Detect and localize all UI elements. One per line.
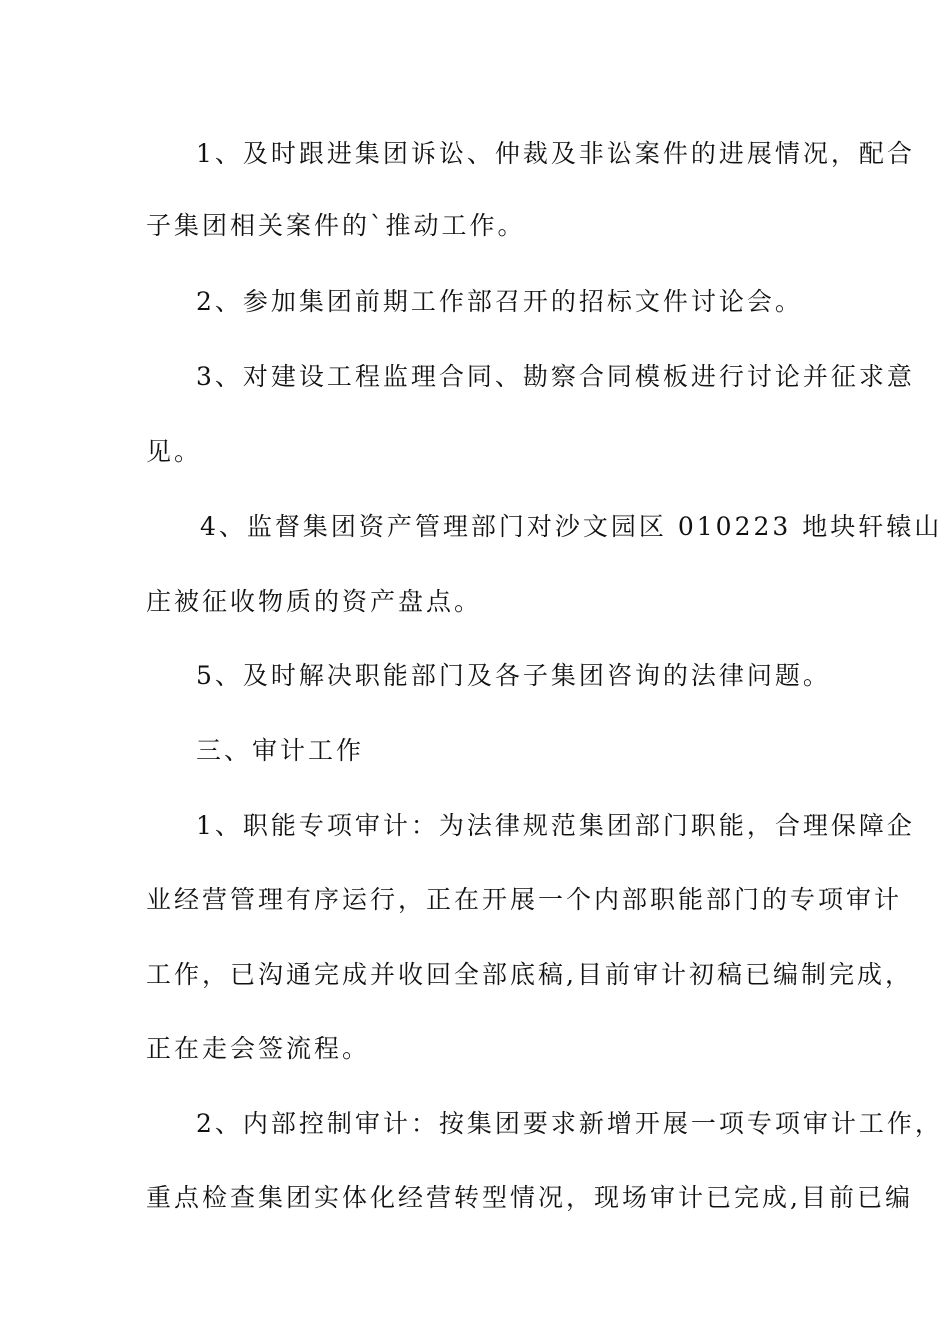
paragraph-line-8: 5、及时解决职能部门及各子集团咨询的法律问题。 xyxy=(196,661,831,690)
paragraph-line-13: 正在走会签流程。 xyxy=(146,1034,371,1063)
paragraph-line-12: 工作，已沟通完成并收回全部底稿,目前审计初稿已编制完成， xyxy=(146,960,913,989)
paragraph-line-15: 重点检查集团实体化经营转型情况，现场审计已完成,目前已编 xyxy=(146,1183,913,1212)
paragraph-line-2: 子集团相关案件的`推动工作。 xyxy=(146,211,526,240)
paragraph-line-4: 3、对建设工程监理合同、勘察合同模板进行讨论并征求意 xyxy=(196,362,915,391)
paragraph-line-1: 1、及时跟进集团诉讼、仲裁及非讼案件的进展情况，配合 xyxy=(196,139,915,168)
paragraph-line-14: 2、内部控制审计：按集团要求新增开展一项专项审计工作， xyxy=(196,1109,943,1138)
paragraph-line-5: 见。 xyxy=(146,437,203,466)
paragraph-line-7: 庄被征收物质的资产盘点。 xyxy=(146,587,483,616)
paragraph-line-10: 1、职能专项审计：为法律规范集团部门职能，合理保障企 xyxy=(196,811,915,840)
paragraph-line-3: 2、参加集团前期工作部召开的招标文件讨论会。 xyxy=(196,287,803,316)
paragraph-line-11: 业经营管理有序运行，正在开展一个内部职能部门的专项审计 xyxy=(146,885,903,914)
section-heading: 三、审计工作 xyxy=(196,736,365,765)
paragraph-line-6: 4、监督集团资产管理部门对沙文园区 010223 地块轩辕山 xyxy=(200,512,943,541)
